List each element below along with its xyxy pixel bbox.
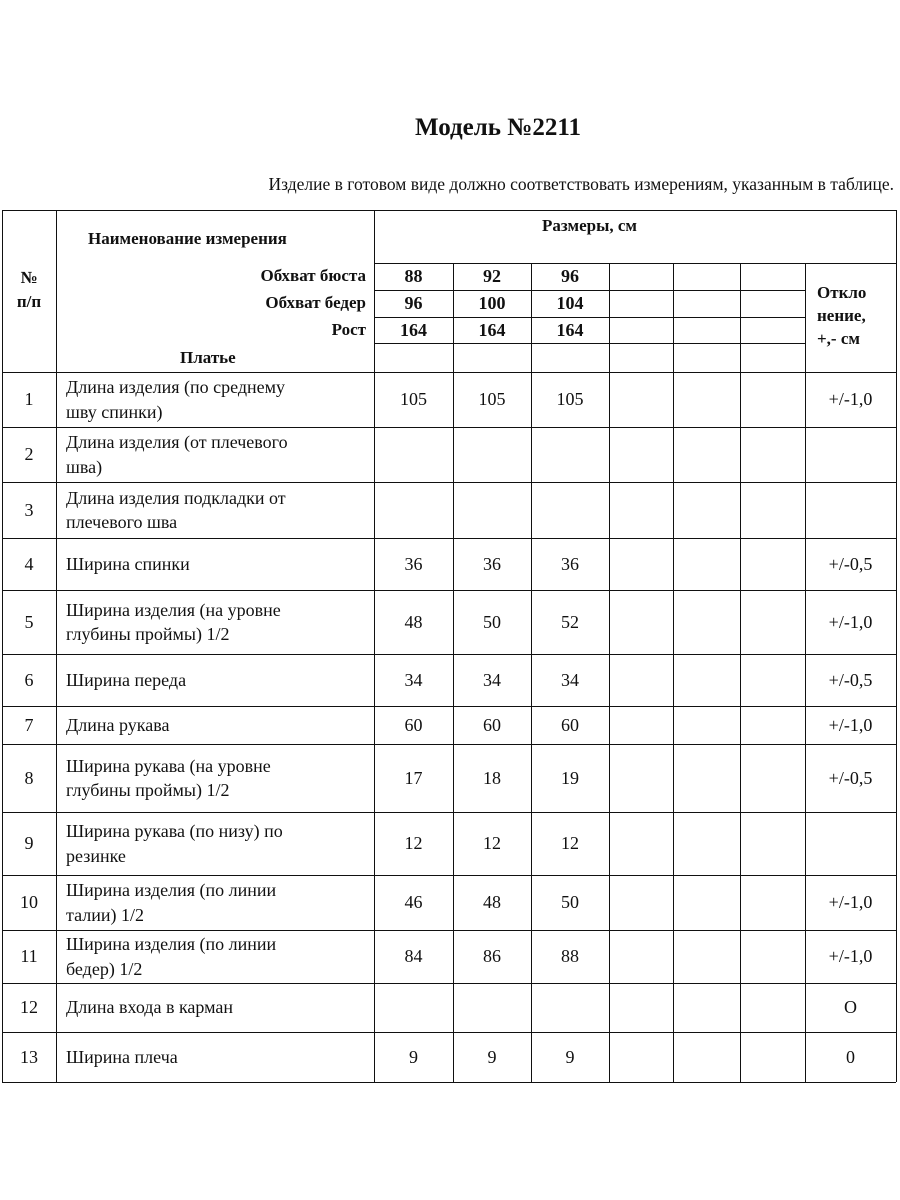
column-header-deviation: Откло нение, +,- см: [817, 283, 867, 348]
measurement-name: Ширина изделия (по линии бедер) 1/2: [66, 934, 277, 979]
param-value: 96: [404, 293, 423, 313]
deviation-value: +/-1,0: [828, 714, 873, 735]
row-number: 5: [24, 611, 34, 632]
param-value: 104: [556, 293, 584, 313]
param-label: Обхват бюста: [260, 266, 366, 285]
size-value: 9: [565, 1046, 575, 1067]
size-value: 36: [561, 553, 579, 574]
measurement-name: Длина входа в карман: [66, 997, 234, 1018]
size-value: 12: [483, 833, 501, 853]
column-header-number: № п/п: [16, 268, 42, 311]
deviation-value: О: [844, 997, 857, 1017]
column-header-name: Наименование измерения: [88, 229, 287, 248]
size-value: 34: [404, 669, 423, 690]
instruction-text: Изделие в готовом виде должно соответствовать измерениям, указанным в таблице.: [268, 174, 894, 194]
param-value: 164: [478, 319, 506, 340]
row-number: 3: [24, 499, 34, 520]
size-value: 12: [561, 833, 579, 853]
param-value: 164: [556, 319, 584, 340]
row-number: 4: [24, 553, 34, 574]
size-value: 36: [404, 553, 423, 574]
row-number: 11: [20, 946, 38, 966]
size-value: 88: [561, 946, 579, 966]
size-value: [374, 427, 453, 482]
grid-line: [673, 263, 674, 1082]
size-value: 84: [404, 946, 423, 966]
row-number: 13: [20, 1046, 38, 1067]
size-value: 60: [561, 714, 579, 735]
row-number: 1: [24, 389, 34, 409]
param-label: Рост: [331, 320, 366, 339]
param-value: 164: [400, 319, 427, 340]
size-value: [531, 482, 609, 538]
size-value: 105: [556, 389, 584, 409]
page-title: Модель №2211: [414, 114, 582, 141]
grid-line: [2, 1082, 896, 1083]
measurement-name: Ширина переда: [66, 669, 187, 690]
deviation-value: +/-0,5: [828, 767, 873, 788]
size-value: 60: [404, 714, 423, 735]
deviation-value: +/-1,0: [828, 892, 873, 912]
size-value: 9: [409, 1046, 418, 1067]
param-value: 92: [483, 266, 501, 286]
param-value: 88: [404, 266, 423, 286]
row-number: 6: [24, 669, 34, 690]
grid-line: [896, 210, 897, 1082]
size-value: 12: [404, 833, 423, 853]
size-value: 9: [487, 1046, 497, 1067]
param-value: 96: [561, 266, 579, 286]
size-value: 34: [561, 669, 579, 690]
measurement-name: Ширина рукава (на уровне глубины проймы) 1/2: [66, 755, 271, 800]
size-value: 48: [483, 892, 501, 912]
param-label: Обхват бедер: [265, 293, 366, 312]
row-number: 12: [20, 997, 38, 1017]
size-value: 105: [400, 389, 427, 409]
deviation-value: +/-0,5: [828, 553, 873, 574]
size-value: [374, 482, 453, 538]
measurement-name: Длина рукава: [66, 714, 170, 735]
size-value: 60: [483, 714, 501, 735]
size-value: 105: [478, 389, 506, 409]
measurement-name: Ширина плеча: [66, 1046, 178, 1067]
deviation-value: 0: [846, 1046, 855, 1067]
grid-line: [740, 263, 741, 1082]
size-value: 46: [404, 892, 423, 912]
deviation-value: [805, 482, 896, 538]
size-value: 86: [483, 946, 501, 966]
deviation-value: +/-1,0: [828, 946, 873, 966]
size-value: 36: [483, 553, 501, 574]
product-label: Платье: [180, 348, 236, 367]
measurement-name: Длина изделия подкладки от плечевого шва: [66, 487, 286, 532]
param-value: 100: [478, 293, 506, 313]
size-value: [531, 427, 609, 482]
size-value: [531, 983, 609, 1032]
measurement-name: Длина изделия (по среднему шву спинки): [66, 377, 286, 422]
deviation-value: +/-0,5: [828, 669, 873, 690]
measurement-name: Ширина изделия (на уровне глубины проймы) 1/2: [66, 599, 281, 644]
size-value: [453, 427, 531, 482]
deviation-value: +/-1,0: [828, 389, 873, 409]
size-value: 52: [561, 611, 579, 632]
measurement-name: Длина изделия (от плечевого шва): [66, 432, 288, 477]
size-value: [453, 983, 531, 1032]
measurement-name: Ширина рукава (по низу) по резинке: [66, 821, 283, 866]
row-number: 9: [24, 833, 34, 853]
size-value: 17: [404, 767, 423, 788]
row-number: 8: [24, 767, 34, 788]
deviation-value: [805, 427, 896, 482]
size-value: 48: [404, 611, 423, 632]
measurement-name: Ширина изделия (по линии талии) 1/2: [66, 880, 277, 925]
size-value: 18: [483, 767, 501, 788]
grid-line: [2, 210, 896, 211]
measurement-name: Ширина спинки: [66, 553, 190, 574]
grid-line: [609, 263, 610, 1082]
size-value: [453, 482, 531, 538]
column-header-sizes: Размеры, см: [542, 216, 637, 235]
deviation-value: +/-1,0: [828, 611, 873, 632]
size-value: 19: [561, 767, 579, 788]
row-number: 2: [24, 444, 34, 464]
size-value: 34: [483, 669, 501, 690]
size-value: [374, 983, 453, 1032]
row-number: 7: [24, 714, 34, 735]
size-value: 50: [483, 611, 501, 632]
row-number: 10: [20, 892, 38, 912]
size-value: 50: [561, 892, 579, 912]
deviation-value: [805, 812, 896, 875]
